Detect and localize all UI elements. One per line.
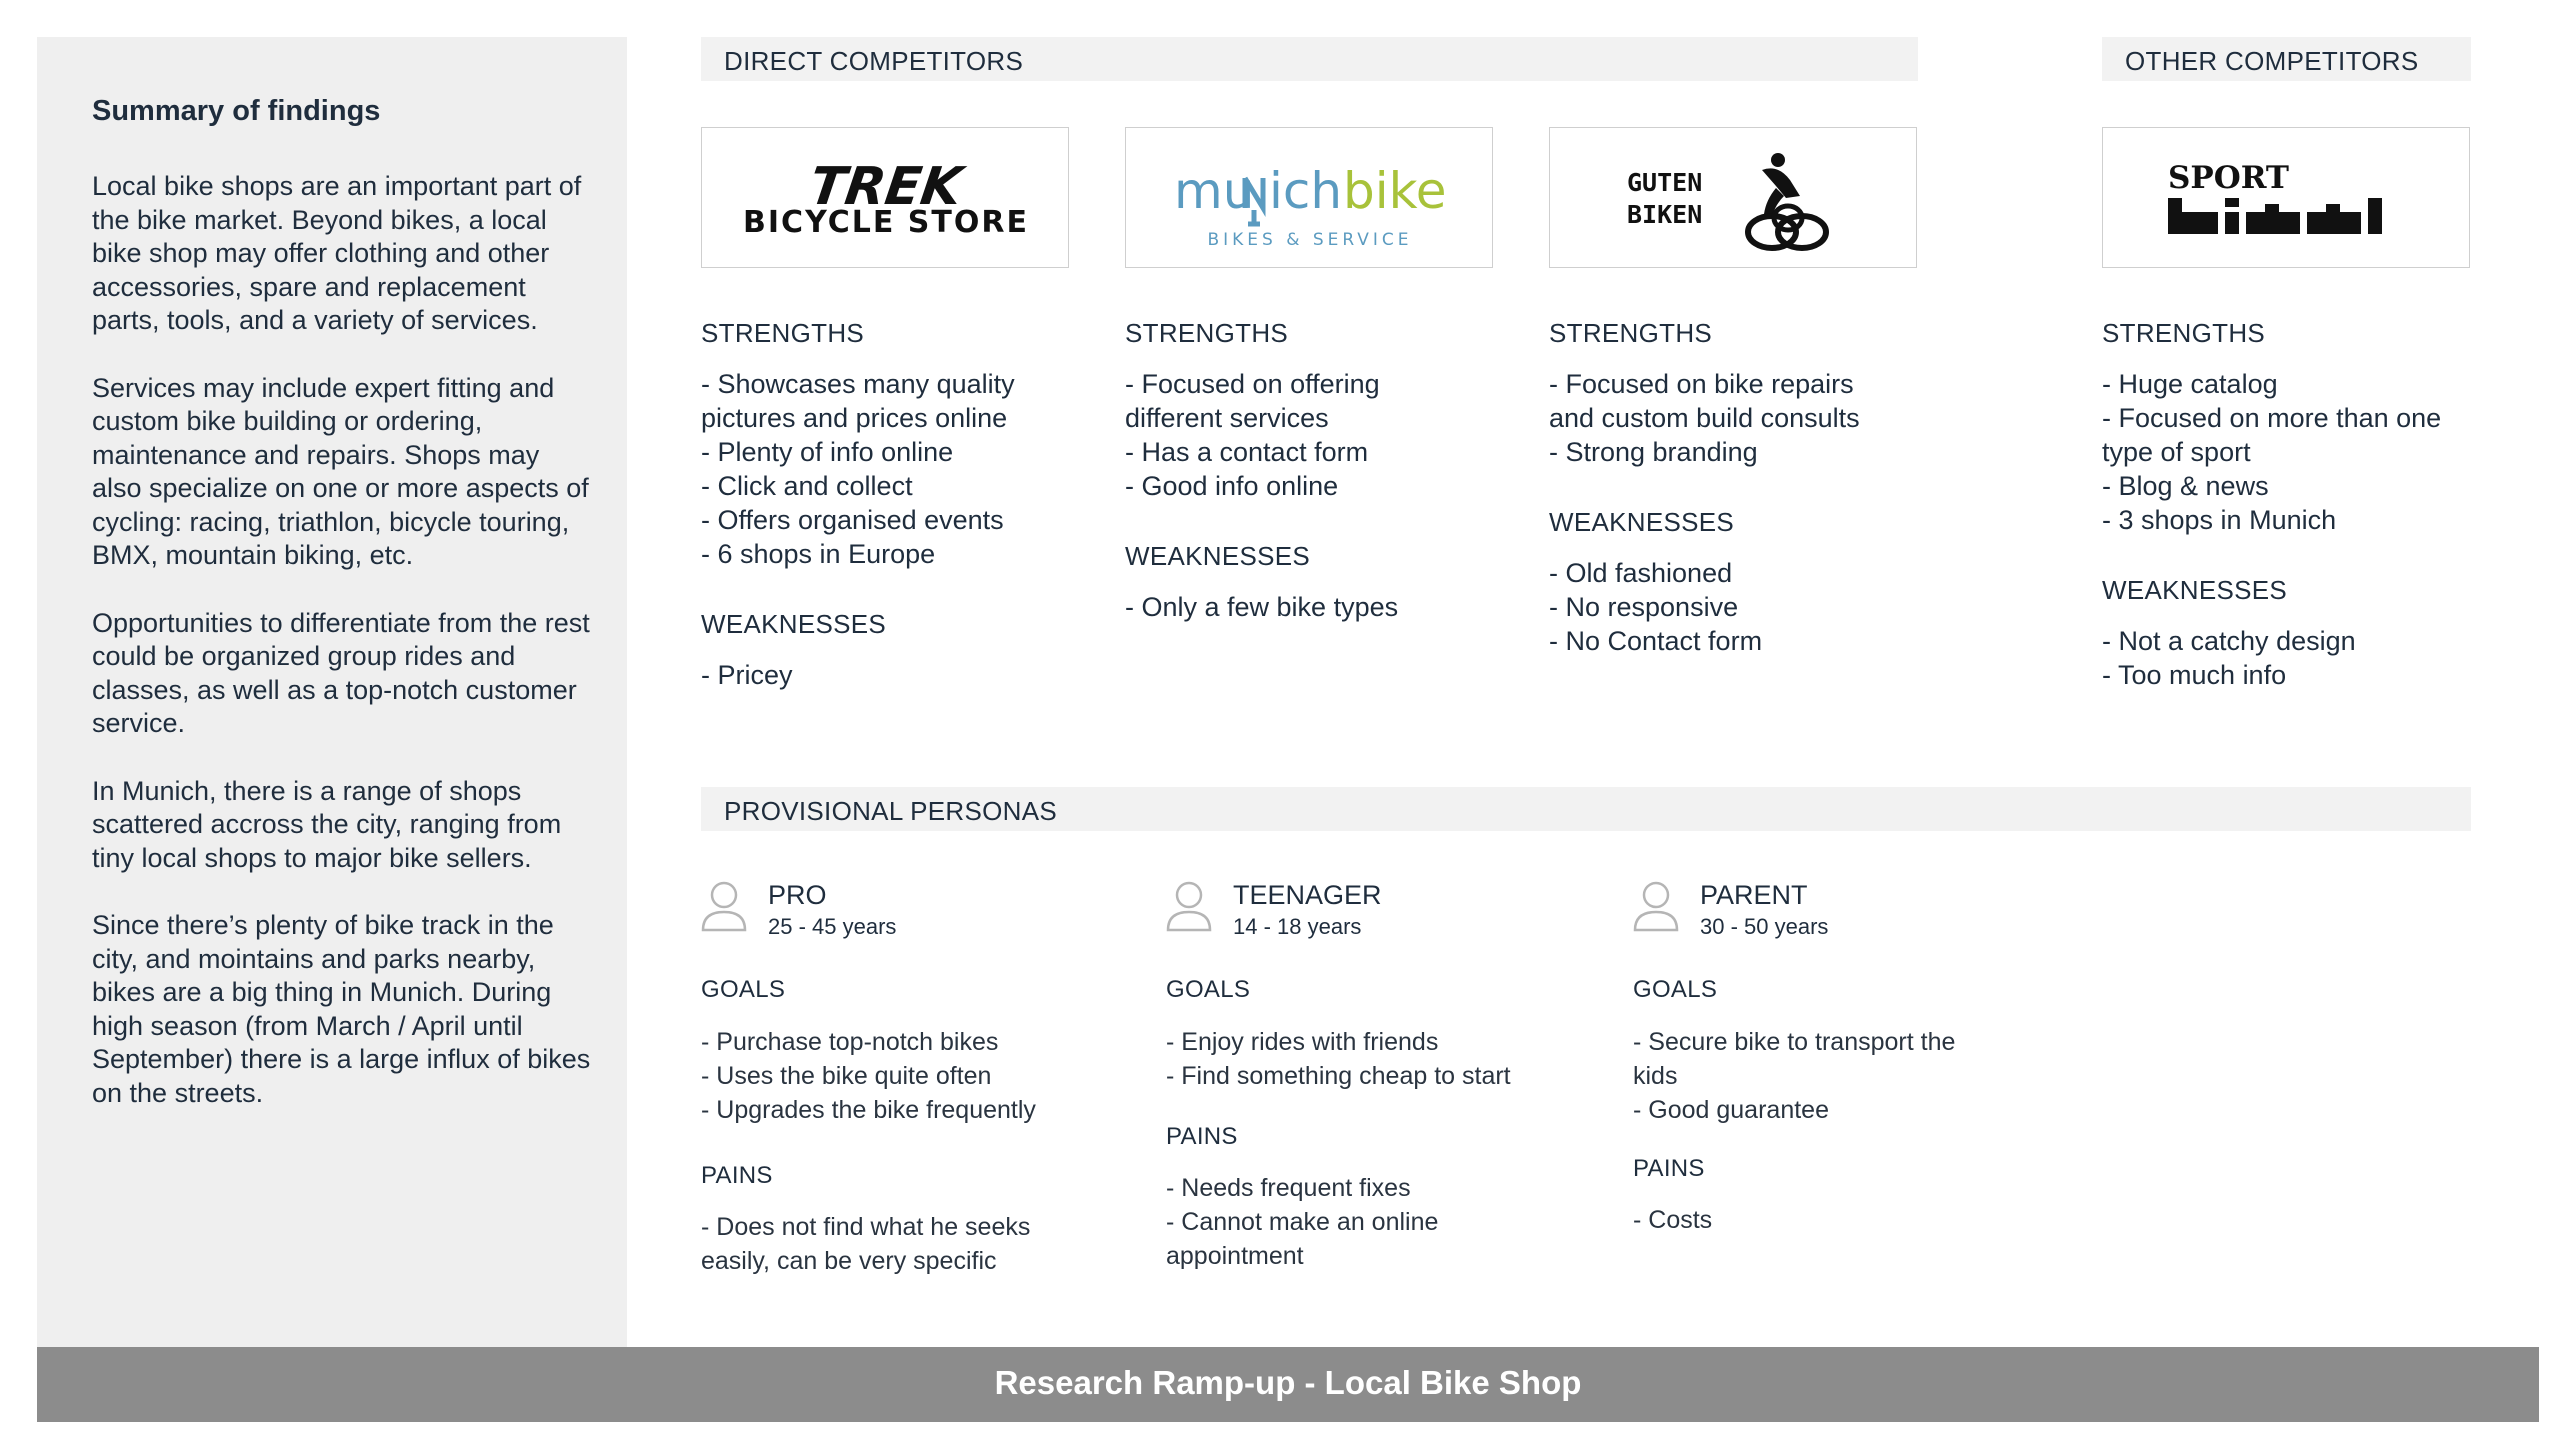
strengths-heading: STRENGTHS (1549, 318, 1713, 348)
persona-age: 14 - 18 years (1233, 914, 1362, 939)
trek-logo-word: TREK (805, 157, 966, 217)
list-item: - No Contact form (1549, 626, 1763, 656)
list-item: - Too much info (2102, 660, 2287, 690)
sportbittl-logo-mark (2103, 128, 2471, 269)
list-item: kids (1633, 1062, 1678, 1090)
competitor-gutenbiken (1549, 318, 1929, 658)
list-item: - Needs frequent fixes (1166, 1174, 1411, 1202)
pains-list (1633, 1203, 1712, 1237)
list-item: - Old fashioned (1549, 558, 1733, 588)
list-item: - Strong branding (1549, 437, 1758, 467)
summary-paragraph: Since there’s plenty of bike track in the city, and mointains and parks nearby, bikes are a big thing in Munich. During high season (from March / April until September) there is a large influx of bikes on the streets. (92, 910, 591, 1108)
pains-heading: PAINS (1633, 1155, 1705, 1182)
list-item: - Only a few bike types (1125, 592, 1399, 622)
persona-age: 25 - 45 years (768, 914, 897, 939)
goals-heading: GOALS (1166, 976, 1251, 1003)
list-item: - Click and collect (701, 471, 913, 501)
list-item: - Focused on bike repairs (1549, 369, 1854, 399)
gutenbiken-logo-line2: BIKEN (1627, 200, 1703, 229)
munichbike-logo-bike: bike (1343, 162, 1447, 220)
list-item: - 6 shops in Europe (701, 539, 936, 569)
list-item: - Offers organised events (701, 505, 1004, 535)
list-item: - Focused on more than one (2102, 403, 2442, 433)
trek-logo-subtitle: BICYCLE STORE (743, 205, 1029, 240)
weaknesses-list (1549, 556, 1929, 658)
persona-name: TEENAGER (1233, 880, 1382, 910)
persona-name: PARENT (1700, 880, 1808, 910)
munichbike-logo-ich: ich (1269, 162, 1343, 220)
list-item: - Find something cheap to start (1166, 1062, 1511, 1090)
pains-heading: PAINS (1166, 1123, 1238, 1150)
user-outline-icon (701, 880, 747, 932)
summary-paragraph: In Munich, there is a range of shops scattered accross the city, ranging from tiny local shops to major bike sellers. (92, 775, 562, 873)
strengths-heading: STRENGTHS (2102, 318, 2266, 348)
summary-paragraphs (92, 170, 592, 1144)
footer-banner (37, 1347, 2539, 1422)
competitor-trek (701, 318, 1081, 692)
trek-logo (701, 127, 1069, 268)
gutenbiken-logo (1549, 127, 1917, 268)
list-item: easily, can be very specific (701, 1247, 997, 1275)
list-item: - Good guarantee (1633, 1096, 1829, 1124)
weaknesses-heading: WEAKNESSES (1125, 541, 1311, 571)
list-item: - Upgrades the bike frequently (701, 1096, 1036, 1124)
list-item: different services (1125, 403, 1329, 433)
footer-title: Research Ramp-up - Local Bike Shop (994, 1364, 1582, 1401)
list-item: appointment (1166, 1242, 1304, 1270)
strengths-list (1549, 367, 1929, 469)
list-item: - Purchase top-notch bikes (701, 1028, 999, 1056)
sportbittl-logo (2102, 127, 2470, 268)
weaknesses-heading: WEAKNESSES (701, 609, 887, 639)
competitor-munichbike (1125, 318, 1505, 624)
goals-list (1166, 1025, 1511, 1093)
strengths-heading: STRENGTHS (1125, 318, 1289, 348)
user-outline-icon (1633, 880, 1679, 932)
list-item: and custom build consults (1549, 403, 1860, 433)
list-item: - Enjoy rides with friends (1166, 1028, 1439, 1056)
list-item: - Not a catchy design (2102, 626, 2356, 656)
goals-heading: GOALS (1633, 976, 1718, 1003)
goals-list (1633, 1025, 1955, 1127)
list-item: - Good info online (1125, 471, 1339, 501)
personas-title: PROVISIONAL PERSONAS (724, 796, 1058, 826)
list-item: - Cannot make an online (1166, 1208, 1439, 1236)
list-item: - Secure bike to transport the (1633, 1028, 1956, 1056)
summary-panel (37, 37, 627, 1350)
personas-header (701, 787, 2471, 831)
sportbittl-logo-sport: SPORT (2168, 160, 2289, 196)
goals-list (701, 1025, 1036, 1127)
munichbike-logo-mu: mu (1174, 162, 1255, 220)
list-item: - 3 shops in Munich (2102, 505, 2337, 535)
competitor-sportbittl (2102, 318, 2522, 692)
strengths-list (1125, 367, 1505, 503)
strengths-list (701, 367, 1081, 571)
list-item: - Uses the bike quite often (701, 1062, 992, 1090)
persona-name: PRO (768, 880, 827, 910)
munichbike-logo-tagline: BIKES & SERVICE (1207, 230, 1413, 250)
munichbike-logo (1125, 127, 1493, 268)
summary-paragraph: Services may include expert fitting and custom bike building or ordering, maintenance and repairs. Shops may also specialize on one or more aspects of cycling: racing, triathlon, bicycle touring, BMX, mountain biking, etc. (92, 372, 589, 570)
list-item: pictures and prices online (701, 403, 1008, 433)
gutenbiken-logo-mark (1550, 128, 1918, 269)
other-competitors-header (2102, 37, 2471, 81)
list-item: - Pricey (701, 660, 793, 690)
weaknesses-list (701, 658, 1081, 692)
list-item: - Huge catalog (2102, 369, 2278, 399)
list-item: - Plenty of info online (701, 437, 954, 467)
goals-heading: GOALS (701, 976, 786, 1003)
list-item: - No responsive (1549, 592, 1739, 622)
trek-logo-mark (702, 128, 1070, 269)
pains-list (701, 1210, 1030, 1278)
summary-title: Summary of findings (92, 95, 381, 127)
summary-paragraph: Local bike shops are an important part of the bike market. Beyond bikes, a local bike shop may offer clothing and other accessories, spare and replacement parts, tools, and a variety of services. (92, 171, 582, 335)
summary-paragraph: Opportunities to differentiate from the rest could be organized group rides and classes, as well as a top-notch customer service. (92, 607, 590, 738)
list-item: type of sport (2102, 437, 2251, 467)
list-item: - Blog & news (2102, 471, 2269, 501)
list-item: - Does not find what he seeks (701, 1213, 1031, 1241)
strengths-heading: STRENGTHS (701, 318, 865, 348)
pains-heading: PAINS (701, 1162, 773, 1189)
strengths-list (2102, 367, 2522, 537)
list-item: - Has a contact form (1125, 437, 1369, 467)
persona-age: 30 - 50 years (1700, 914, 1829, 939)
user-outline-icon (1166, 880, 1212, 932)
direct-competitors-header (701, 37, 1918, 81)
cyclist-icon (1748, 153, 1826, 248)
weaknesses-list (2102, 624, 2522, 692)
pains-list (1166, 1171, 1438, 1273)
other-competitors-title: OTHER COMPETITORS (2125, 46, 2419, 76)
weaknesses-list (1125, 590, 1505, 624)
list-item: - Focused on offering (1125, 369, 1380, 399)
weaknesses-heading: WEAKNESSES (2102, 575, 2288, 605)
direct-competitors-title: DIRECT COMPETITORS (724, 46, 1024, 76)
weaknesses-heading: WEAKNESSES (1549, 507, 1735, 537)
munichbike-logo-mark (1126, 128, 1494, 269)
sportbittl-logo-wordmark (2168, 198, 2382, 234)
list-item: - Costs (1633, 1206, 1713, 1234)
list-item: - Showcases many quality (701, 369, 1015, 399)
gutenbiken-logo-line1: GUTEN (1627, 168, 1703, 197)
